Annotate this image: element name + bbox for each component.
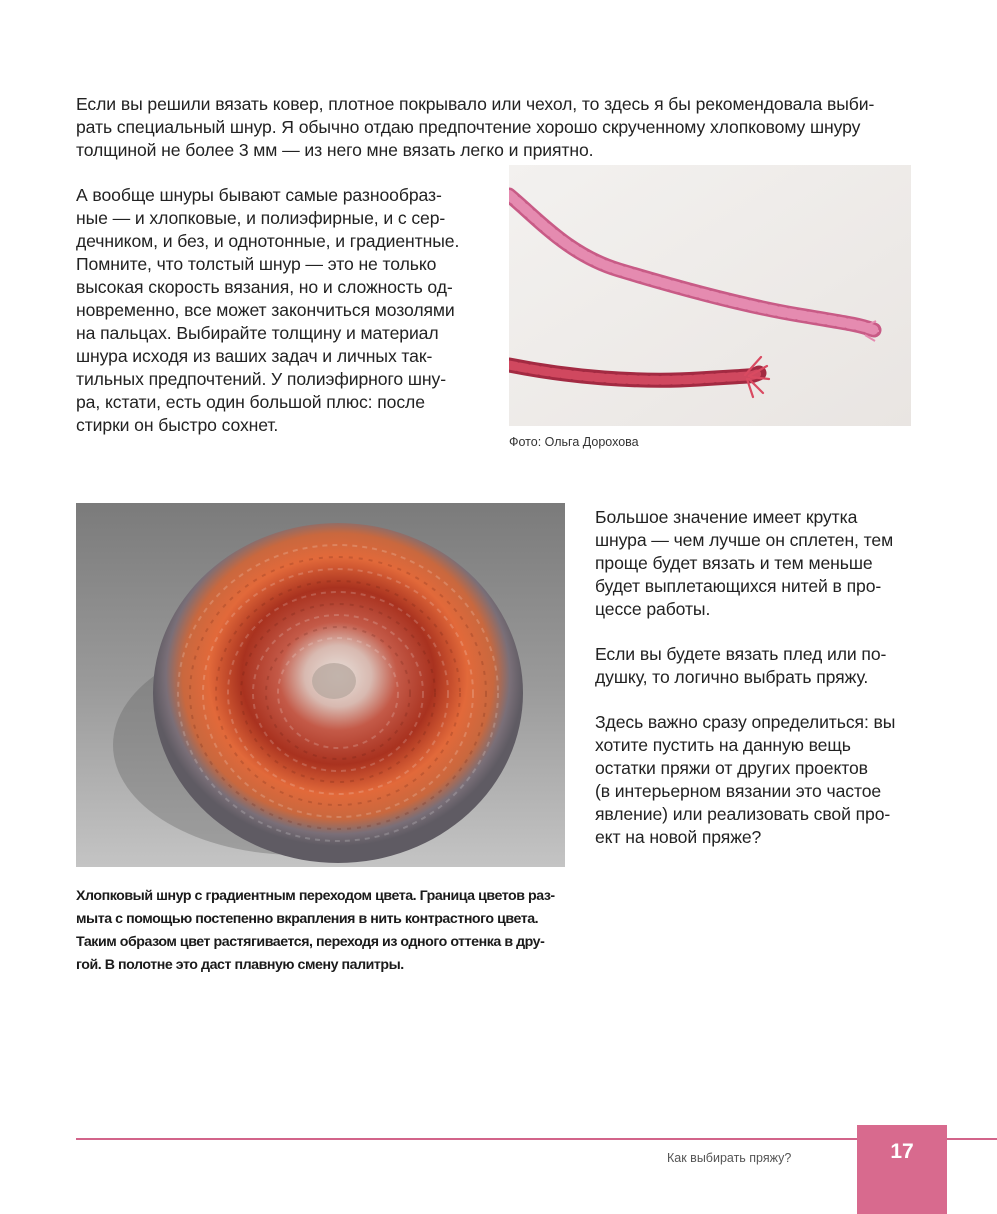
cord-photo [509, 165, 911, 426]
plaid-paragraph: Если вы будете вязать плед или по- душку, то логично выбрать пряжу. [595, 644, 887, 687]
page-number-tab [857, 1125, 947, 1214]
intro-paragraph: Если вы решили вязать ковер, плотное покрывало или чехол, то здесь я бы рекомендовала выби- рать специальный шнур. Я обычно отдаю предпочтение хорошо скрученному хлопковому шнуру толщиной не более 3 мм — из него мне вязать легко и приятно. [76, 94, 875, 160]
twist-paragraph: Большое значение имеет крутка шнура — чем лучше он сплетен, тем проще будет вязать и тем меньше будет выплетающихся нитей в про- цессе работы. [595, 507, 894, 619]
yarn-skein-photo [76, 503, 565, 867]
cord-types-paragraph: А вообще шнуры бывают самые разнообраз- ные — и хлопковые, и полиэфирные, и с сер- дечником, и без, и однотонные, и градиентные. Помните, что толстый шнур — это не только высокая скорость вязания, но и сложность од- новременно, все может закончиться мозолями на пальцах. Выбирайте толщину и материал шнура исходя из ваших задач и личных так- тильных предпочтений. У полиэфирного шну- ра, кстати, есть один большой плюс: после стирки он быстро сохнет. [76, 185, 460, 435]
decide-paragraph: Здесь важно сразу определиться: вы хотите пустить на данную вещь остатки пряжи от других проектов (в интерьерном вязании это частое явление) или реализовать свой про- ект на новой пряже? [595, 712, 896, 847]
footer-section-title: Как выбирать пряжу? [667, 1151, 792, 1165]
skein-photo-caption: Хлопковый шнур с градиентным переходом цвета. Граница цветов раз- мыта с помощью постепенно вкрапления в нить контрастного цвета. Таким образом цвет растягивается, переходя из одного оттенка в дру- гой. В полотне это даст плавную смену палитры. [76, 888, 555, 973]
photo-credit: Фото: Ольга Дорохова [509, 435, 639, 449]
page-number: 17 [890, 1140, 914, 1163]
